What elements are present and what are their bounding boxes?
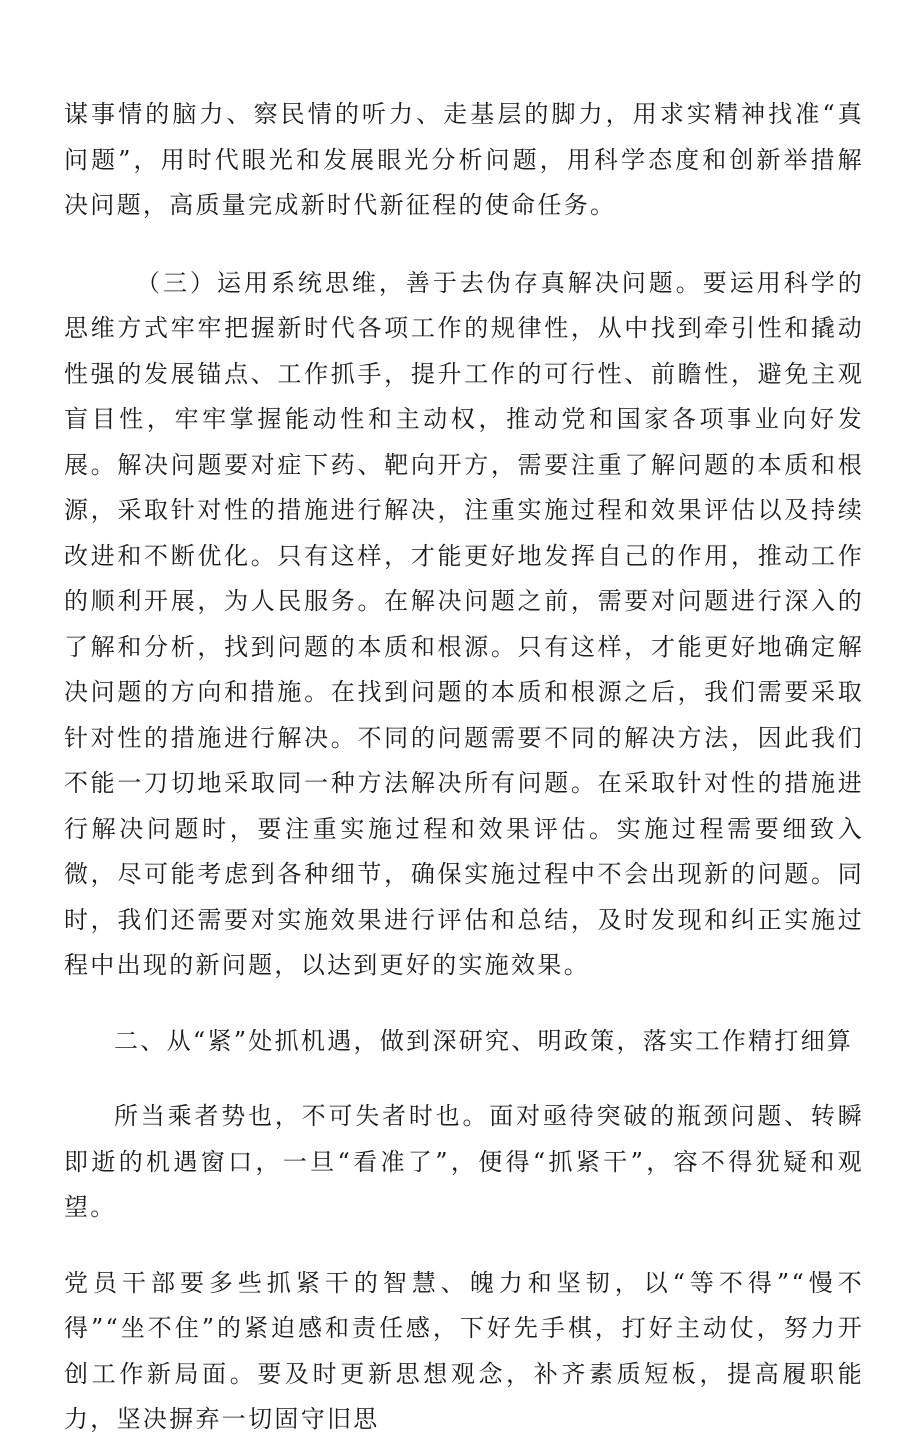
document-page (64, 92, 864, 1443)
paragraph-party-cadres: 党员干部要多些抓紧干的智慧、魄力和坚韧，以“等不得”“慢不得”“坐不住”的紧迫感和责任感，下好先手棋，打好主动仗，努力开创工作新局面。要及时更新思想观念，补齐素质短板，提高履职能力，坚决摒弃一切固守旧思 (64, 1268, 864, 1433)
paragraph-opportunity: 所当乘者势也，不可失者时也。面对亟待突破的瓶颈问题、转瞬即逝的机遇窗口，一旦“看准了”，便得“抓紧干”，容不得犹疑和观望。 (64, 1102, 864, 1221)
paragraph-section-three: （三）运用系统思维，善于去伪存真解决问题。要运用科学的思维方式牢牢把握新时代各项工作的规律性，从中找到牵引性和撬动性强的发展锚点、工作抓手，提升工作的可行性、前瞻性，避免主观盲目性，牢牢掌握能动性和主动权，推动党和国家各项事业向好发展。解决问题要对症下药、靶向开方，需要注重了解问题的本质和根源，采取针对性的措施进行解决，注重实施过程和效果评估以及持续改进和不断优化。只有这样，才能更好地发挥自己的作用，推动工作的顺利开展，为人民服务。在解决问题之前，需要对问题进行深入的了解和分析，找到问题的本质和根源。只有这样，才能更好地确定解决问题的方向和措施。在找到问题的本质和根源之后，我们需要采取针对性的措施进行解决。不同的问题需要不同的解决方法，因此我们不能一刀切地采取同一种方法解决所有问题。在采取针对性的措施进行解决问题时，要注重实施过程和效果评估。实施过程需要细致入微，尽可能考虑到各种细节，确保实施过程中不会出现新的问题。同时，我们还需要对实施效果进行评估和总结，及时发现和纠正实施过程中出现的新问题，以达到更好的实施效果。 (64, 268, 864, 979)
section-heading-two: 二、从“紧”处抓机遇，做到深研究、明政策，落实工作精打细算 (114, 1026, 854, 1055)
paragraph-continuation: 谋事情的脑力、察民情的听力、走基层的脚力，用求实精神找准“真问题”，用时代眼光和发展眼光分析问题，用科学态度和创新举措解决问题，高质量完成新时代新征程的使命任务。 (64, 100, 864, 219)
